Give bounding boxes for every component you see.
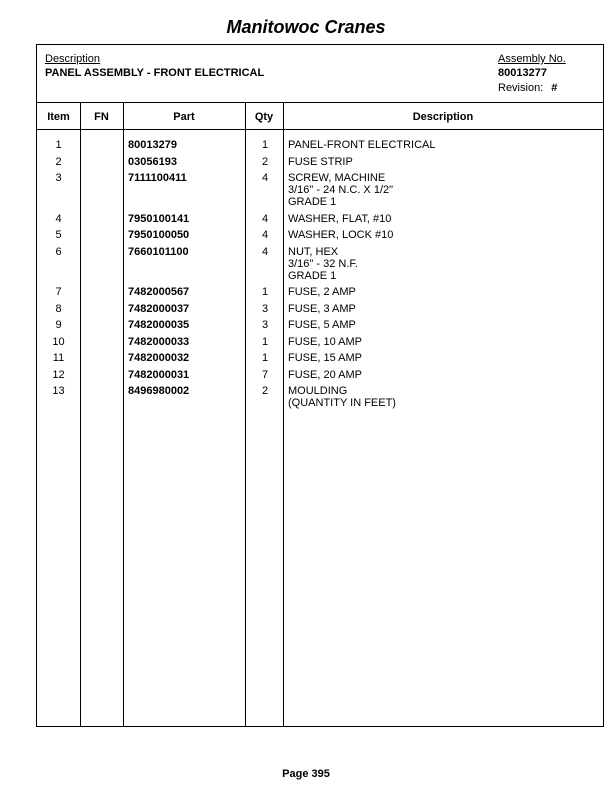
qty-cell: 7: [261, 368, 269, 381]
parts-list-frame: [36, 44, 604, 727]
item-cell: 9: [55, 319, 62, 331]
page-number: Page 395: [282, 768, 330, 780]
part-cell: 7660101100: [128, 245, 189, 258]
qty-cell: 4: [261, 212, 269, 225]
item-cell: 3: [55, 172, 62, 184]
part-cell: 7482000031: [128, 368, 190, 381]
item-cell: 11: [52, 352, 65, 364]
description-cell: FUSE, 15 AMP: [288, 352, 362, 364]
part-cell: 7482000032: [128, 352, 190, 364]
item-cell: 8: [55, 302, 62, 315]
item-cell: 6: [55, 245, 62, 258]
item-cell: 7: [55, 286, 62, 298]
column-divider-item: [80, 102, 81, 726]
part-cell: 7950100141: [128, 212, 190, 225]
column-divider-fn: [123, 102, 124, 726]
qty-cell: 1: [261, 352, 269, 364]
page-title: Manitowoc Cranes: [226, 17, 386, 37]
part-cell: 80013279: [128, 139, 177, 151]
column-header-fn: FN: [94, 111, 109, 123]
description-cell: WASHER, LOCK #10: [288, 229, 394, 241]
description-label: Description: [45, 53, 101, 65]
part-cell: 7482000037: [128, 302, 190, 315]
qty-cell: 1: [261, 286, 269, 298]
header-divider: [37, 102, 603, 103]
column-header-qty: Qty: [254, 111, 274, 123]
qty-cell: 2: [261, 385, 269, 397]
description-cell: PANEL-FRONT ELECTRICAL: [288, 139, 436, 151]
item-cell: 5: [55, 229, 62, 241]
assembly-value: 80013277: [498, 67, 547, 79]
description-cell: FUSE STRIP: [288, 155, 353, 168]
part-cell: 7482000035: [128, 319, 190, 331]
description-cell: MOULDING (QUANTITY IN FEET): [288, 385, 396, 409]
qty-cell: 3: [261, 302, 269, 315]
column-divider-part: [245, 102, 246, 726]
description-cell: FUSE, 3 AMP: [288, 302, 356, 315]
qty-cell: 1: [261, 139, 269, 151]
part-cell: 7482000033: [128, 335, 190, 348]
revision-value: #: [551, 82, 558, 94]
qty-cell: 1: [261, 335, 269, 348]
part-cell: 7111100411: [128, 172, 187, 184]
item-cell: 4: [55, 212, 62, 225]
item-cell: 1: [55, 139, 62, 151]
qty-cell: 4: [261, 229, 269, 241]
assembly-label: Assembly No.: [498, 53, 566, 65]
qty-cell: 4: [261, 245, 269, 258]
column-header-description: Description: [412, 111, 474, 123]
item-cell: 13: [52, 385, 65, 397]
part-cell: 7950100050: [128, 229, 190, 241]
part-cell: 7482000567: [128, 286, 190, 298]
qty-cell: 2: [261, 155, 269, 168]
description-cell: WASHER, FLAT, #10: [288, 212, 392, 225]
qty-cell: 3: [261, 319, 269, 331]
part-cell: 8496980002: [128, 385, 190, 397]
item-cell: 12: [52, 368, 65, 381]
revision-label: Revision:: [498, 82, 544, 94]
column-header-divider: [37, 129, 603, 130]
description-cell: FUSE, 20 AMP: [288, 368, 362, 381]
description-cell: NUT, HEX 3/16" - 32 N.F. GRADE 1: [288, 245, 358, 282]
description-cell: FUSE, 10 AMP: [288, 335, 362, 348]
qty-cell: 4: [261, 172, 269, 184]
part-cell: 03056193: [128, 155, 177, 168]
description-value: PANEL ASSEMBLY - FRONT ELECTRICAL: [45, 67, 265, 79]
description-cell: FUSE, 5 AMP: [288, 319, 356, 331]
item-cell: 10: [52, 335, 65, 348]
description-cell: FUSE, 2 AMP: [288, 286, 356, 298]
column-header-item: Item: [47, 111, 70, 123]
column-divider-qty: [283, 102, 284, 726]
description-cell: SCREW, MACHINE 3/16" - 24 N.C. X 1/2" GRADE 1: [288, 172, 394, 208]
revision: [498, 82, 557, 94]
item-cell: 2: [55, 155, 62, 168]
column-header-part: Part: [173, 111, 195, 123]
